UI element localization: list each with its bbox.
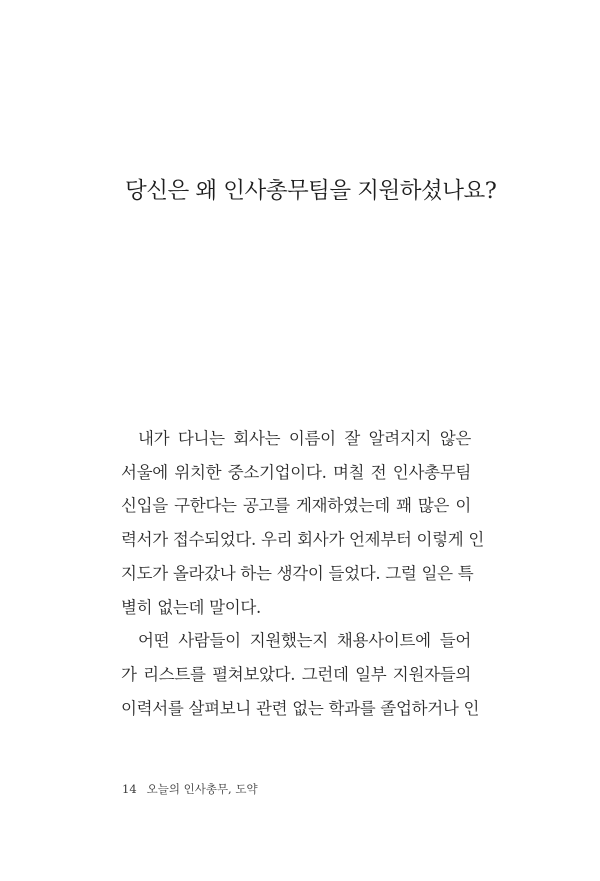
page-footer xyxy=(122,781,258,797)
body-line: 지도가 올라갔나 하는 생각이 들었다. 그럴 일은 특 xyxy=(121,563,474,583)
running-title: 오늘의 인사총무, 도약 xyxy=(146,782,258,796)
body-line: 이력서를 살펴보니 관련 없는 학과를 졸업하거나 인 xyxy=(121,698,480,718)
body-line: 력서가 접수되었다. 우리 회사가 언제부터 이렇게 인 xyxy=(121,530,485,550)
chapter-title: 당신은 왜 인사총무팀을 지원하셨나요? xyxy=(125,178,497,204)
body-paragraphs xyxy=(121,422,485,725)
page-number: 14 xyxy=(122,782,137,796)
body-line: 가 리스트를 펼쳐보았다. 그런데 일부 지원자들의 xyxy=(121,664,471,684)
body-line: 어떤 사람들이 지원했는지 채용사이트에 들어 xyxy=(138,631,471,651)
body-line: 서울에 위치한 중소기업이다. 며칠 전 인사총무팀 xyxy=(121,462,471,482)
body-line: 신입을 구한다는 공고를 게재하였는데 꽤 많은 이 xyxy=(121,496,471,516)
body-line: 내가 다니는 회사는 이름이 잘 알려지지 않은 xyxy=(138,429,471,448)
body-line: 별히 없는데 말이다. xyxy=(121,597,261,617)
